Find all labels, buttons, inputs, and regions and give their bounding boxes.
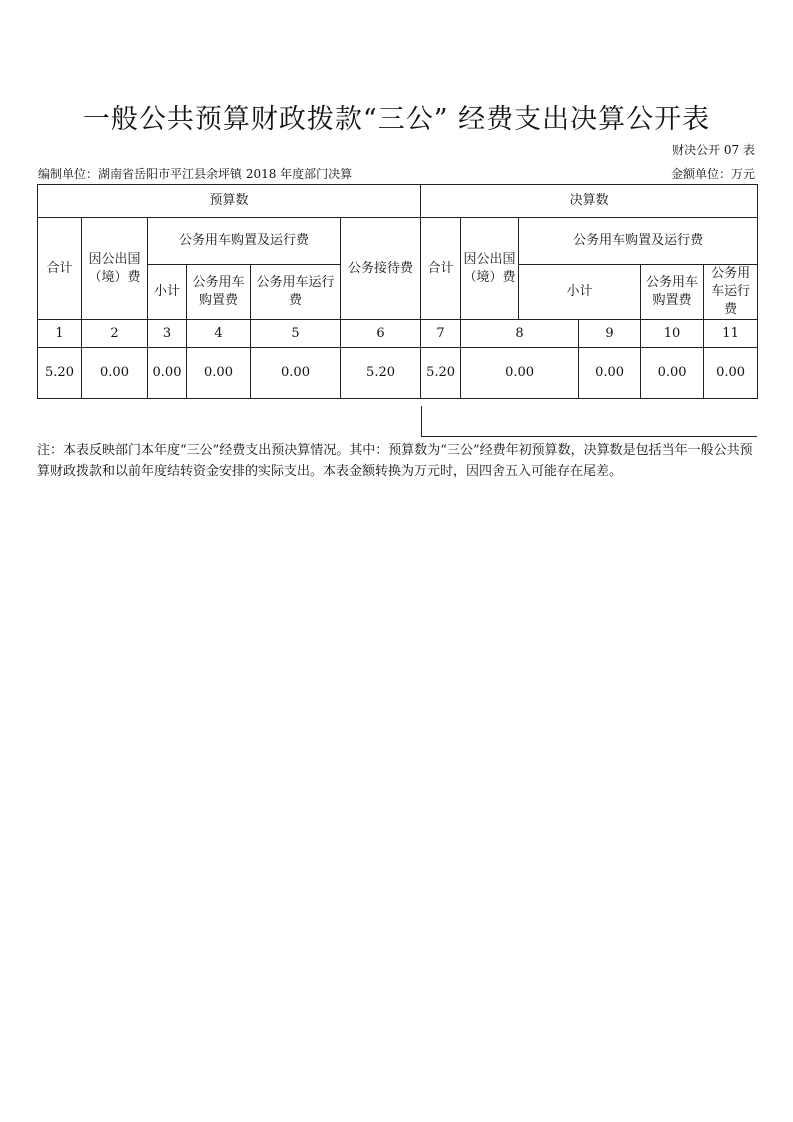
compiling-unit: 编制单位：湖南省岳阳市平江县余坪镇 2018 年度部门决算 (38, 167, 353, 181)
value-cell: 0.00 (579, 348, 641, 399)
value-cell: 5.20 (421, 348, 461, 399)
final-subtotal-header: 小计 (519, 265, 641, 320)
col-number: 2 (82, 320, 148, 348)
final-abroad-header: 因公出国（境）费 (461, 218, 519, 320)
col-number: 7 (421, 320, 461, 348)
col-number: 3 (148, 320, 187, 348)
value-cell: 0.00 (187, 348, 251, 399)
value-cell: 5.20 (341, 348, 421, 399)
amount-unit: 金额单位：万元 (670, 167, 755, 181)
col-number: 10 (641, 320, 704, 348)
value-cell: 0.00 (148, 348, 187, 399)
value-cell: 0.00 (641, 348, 704, 399)
page-title: 一般公共预算财政拨款“三公” 经费支出决算公开表 (82, 104, 711, 135)
budget-abroad-header: 因公出国（境）费 (82, 218, 148, 320)
value-cell: 0.00 (82, 348, 148, 399)
value-cell: 0.00 (251, 348, 341, 399)
table-row (38, 348, 758, 399)
final-total-header: 合计 (421, 218, 461, 320)
col-number: 5 (251, 320, 341, 348)
budget-header: 预算数 (38, 185, 421, 218)
col-number: 11 (704, 320, 758, 348)
budget-total-header: 合计 (38, 218, 82, 320)
budget-vehicle-header: 公务用车购置及运行费 (148, 218, 341, 265)
col-number: 8 (461, 320, 579, 348)
column-number-row (38, 320, 758, 348)
col-number: 4 (187, 320, 251, 348)
final-vehicle-header: 公务用车购置及运行费 (519, 218, 758, 265)
footnote: 注：本表反映部门本年度“三公”经费支出预决算情况。其中：预算数为“三公”经费年初预算数，决算数是包括当年一般公共预算财政拨款和以前年度结转资金安排的实际支出。本表金额转换为万元时，因四舍五入可能存在尾差。 (37, 443, 753, 479)
col-number: 1 (38, 320, 82, 348)
budget-operation-header: 公务用车运行费 (251, 265, 341, 320)
three-public-expense-table (37, 184, 758, 399)
value-cell: 5.20 (38, 348, 82, 399)
col-number: 9 (579, 320, 641, 348)
col-number: 6 (341, 320, 421, 348)
final-header: 决算数 (421, 185, 758, 218)
budget-reception-header: 公务接待费 (341, 218, 421, 320)
form-number: 财决公开 07 表 (672, 143, 755, 157)
table-header-row (38, 218, 758, 265)
value-cell: 0.00 (704, 348, 758, 399)
final-purchase-header: 公务用车购置费 (641, 265, 704, 320)
budget-purchase-header: 公务用车购置费 (187, 265, 251, 320)
budget-subtotal-header: 小计 (148, 265, 187, 320)
table-tail-baseline (421, 436, 757, 437)
table-header-row (38, 185, 758, 218)
table-tail-divider (421, 406, 422, 436)
value-cell: 0.00 (461, 348, 579, 399)
final-operation-header: 公务用车运行费 (704, 265, 758, 320)
